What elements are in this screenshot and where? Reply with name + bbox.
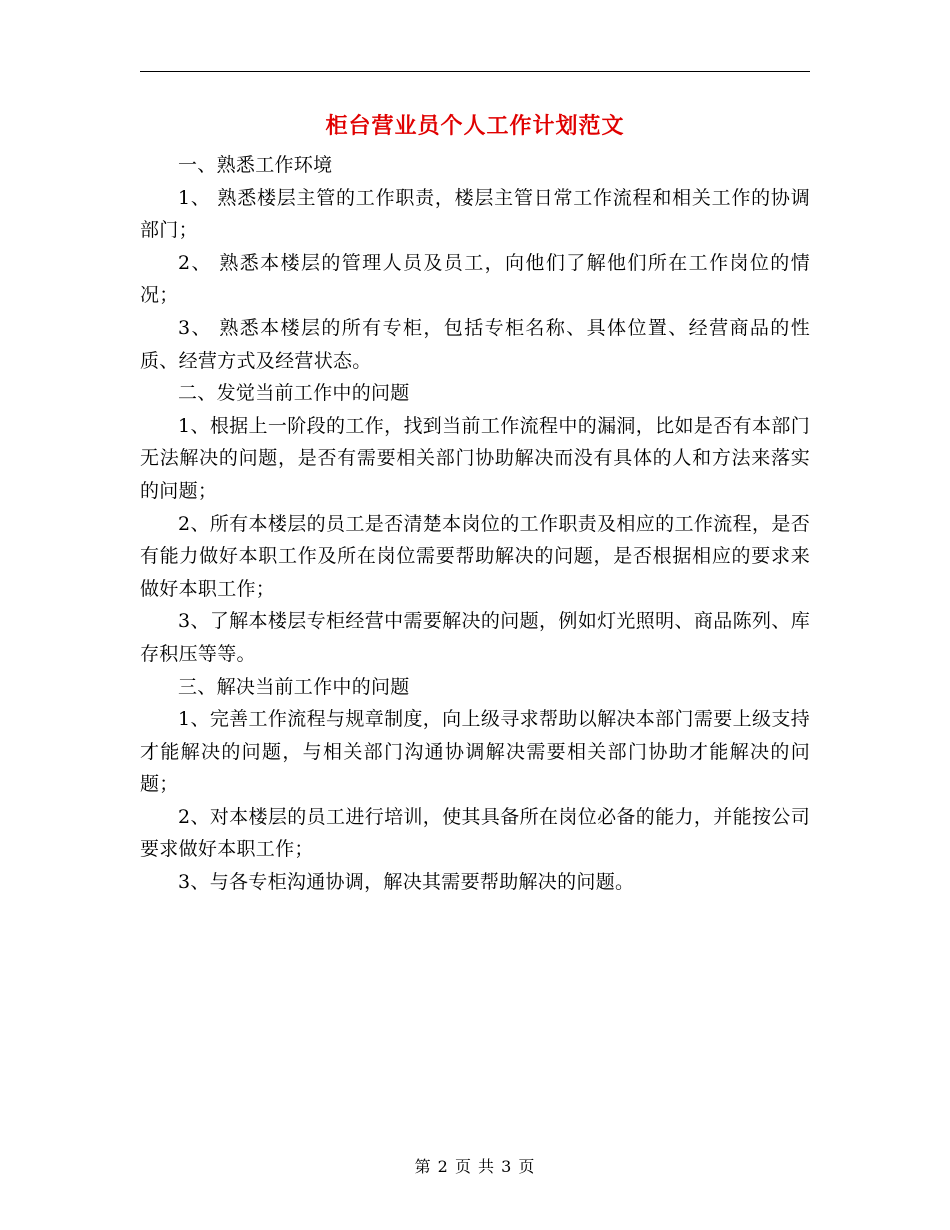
section-heading-2: 二、发觉当前工作中的问题 (178, 382, 410, 405)
paragraph: 2、所有本楼层的员工是否清楚本岗位的工作职责及相应的工作流程，是否有能力做好本职工作及所在岗位需要帮助解决的问题，是否根据相应的要求来做好本职工作； (140, 512, 810, 600)
document-title: 柜台营业员个人工作计划范文 (325, 113, 625, 139)
paragraph: 3、 熟悉本楼层的所有专柜，包括专柜名称、具体位置、经营商品的性质、经营方式及经营状态。 (140, 316, 810, 372)
section-heading-1: 一、熟悉工作环境 (178, 154, 333, 176)
paragraph: 3、了解本楼层专柜经营中需要解决的问题，例如灯光照明、商品陈列、库存积压等等。 (140, 610, 810, 665)
paragraph: 3、与各专柜沟通协调，解决其需要帮助解决的问题。 (178, 871, 635, 894)
paragraph: 1、 熟悉楼层主管的工作职责，楼层主管日常工作流程和相关工作的协调部门； (140, 186, 810, 242)
paragraph: 2、对本楼层的员工进行培训，使其具备所在岗位必备的能力，并能按公司要求做好本职工作； (140, 805, 810, 861)
header-rule (140, 71, 810, 72)
paragraph: 2、 熟悉本楼层的管理人员及员工，向他们了解他们所在工作岗位的情况； (140, 251, 810, 307)
paragraph: 1、根据上一阶段的工作，找到当前工作流程中的漏洞，比如是否有本部门无法解决的问题，是否有需要相关部门协助解决而没有具体的人和方法来落实的问题； (140, 414, 810, 502)
document-body (140, 149, 810, 899)
section-heading-3: 三、解决当前工作中的问题 (178, 675, 410, 698)
page-number: 第 2 页 共 3 页 (414, 1157, 536, 1176)
paragraph: 1、完善工作流程与规章制度，向上级寻求帮助以解决本部门需要上级支持才能解决的问题，与相关部门沟通协调解决需要相关部门协助才能解决的问题； (140, 708, 810, 796)
